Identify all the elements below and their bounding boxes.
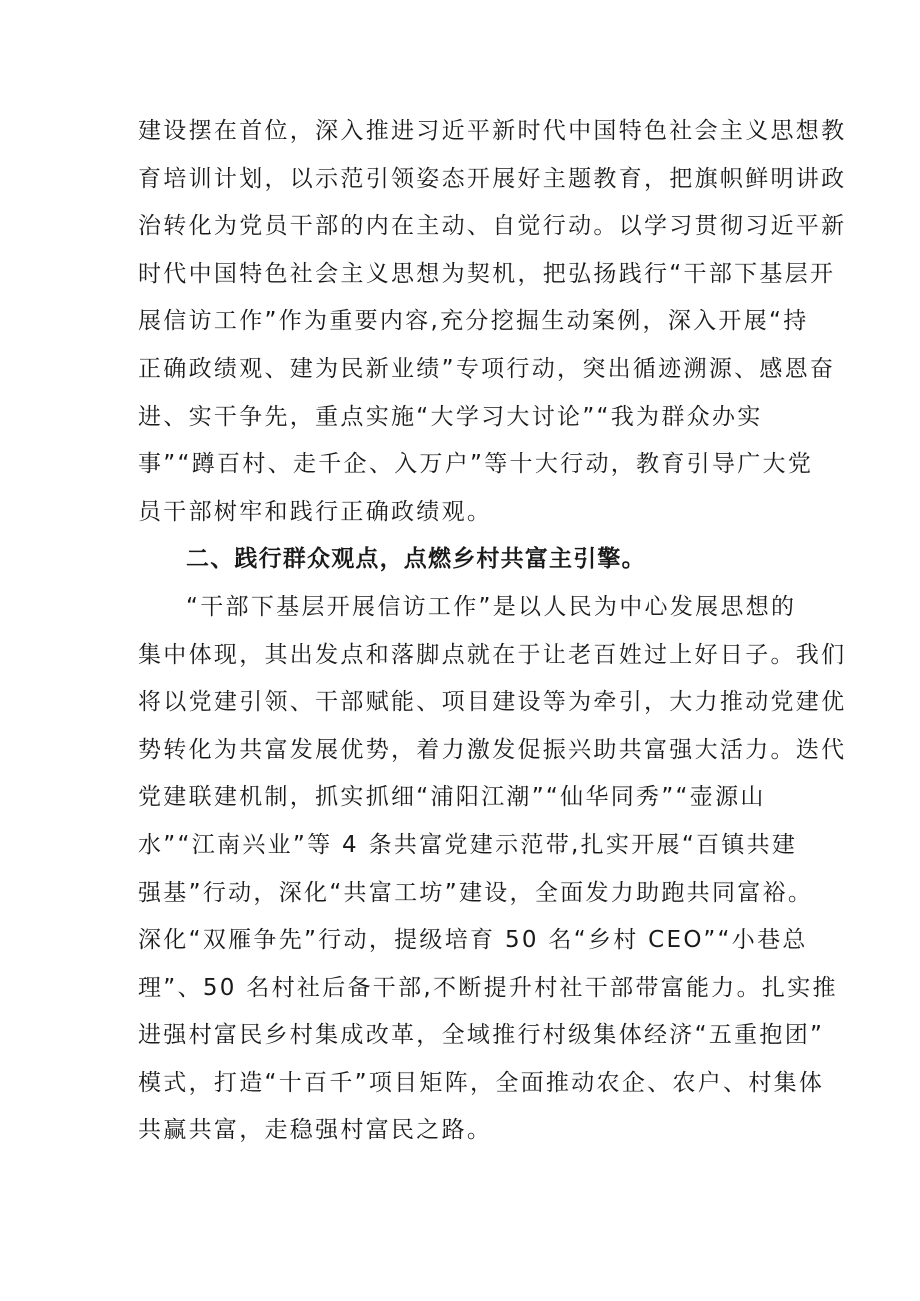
text-line: 育培训计划，以示范引领姿态开展好主题教育，把旗帜鲜明讲政: [138, 165, 847, 192]
text-line: 进、实干争先，重点实施“大学习大讨论”“我为群众办实: [138, 403, 763, 430]
text-line: 理”、50 名村社后备干部,不断提升村社干部带富能力。扎实推: [138, 974, 838, 1001]
text-line: 治转化为党员干部的内在主动、自觉行动。以学习贯彻习近平新: [138, 213, 847, 240]
text-line: 事”“蹲百村、走千企、入万户”等十大行动，教育引导广大党: [138, 451, 814, 478]
text-line: 展信访工作”作为重要内容,充分挖掘生动案例，深入开展“持: [138, 308, 809, 335]
text-line: 时代中国特色社会主义思想为契机，把弘扬践行“干部下基层开: [138, 260, 836, 287]
section-heading: 二、践行群众观点，点燃乡村共富主引擎。: [186, 546, 646, 573]
text-line: 势转化为共富发展优势，着力激发促振兴助共富强大活力。迭代: [138, 736, 847, 763]
text-line: 建设摆在首位，深入推进习近平新时代中国特色社会主义思想教: [138, 118, 847, 144]
text-line: 模式，打造“十百千”项目矩阵，全面推动农企、农户、村集体: [138, 1069, 825, 1096]
text-line: 强基”行动，深化“共富工坊”建设，全面发力助跑共同富裕。: [138, 879, 814, 906]
text-line: 集中体现，其出发点和落脚点就在于让老百姓过上好日子。我们: [138, 641, 847, 668]
text-line: 员干部树牢和践行正确政绩观。: [138, 498, 493, 525]
text-line: 正确政绩观、建为民新业绩”专项行动，突出循迹溯源、感恩奋: [138, 355, 836, 382]
paragraph-1: [138, 108, 847, 536]
text-line: 进强村富民乡村集成改革，全域推行村级集体经济“五重抱团”: [138, 1022, 825, 1049]
text-line: 深化“双雁争先”行动，提级培育 50 名“乡村 CEO”“小巷总: [138, 927, 808, 954]
text-line: 党建联建机制，抓实抓细“浦阳江潮”“仙华同秀”“壶源山: [138, 784, 766, 811]
paragraph-2: [138, 584, 847, 1155]
text-line: 将以党建引领、干部赋能、项目建设等为牵引，大力推动党建优: [138, 689, 847, 716]
text-line: 共赢共富，走稳强村富民之路。: [138, 1117, 493, 1144]
document-body: [138, 108, 847, 1155]
text-line: 水”“江南兴业”等 4 条共富党建示范带,扎实开展“百镇共建: [138, 831, 798, 858]
text-line: “干部下基层开展信访工作”是以人民为中心发展思想的: [186, 593, 797, 620]
